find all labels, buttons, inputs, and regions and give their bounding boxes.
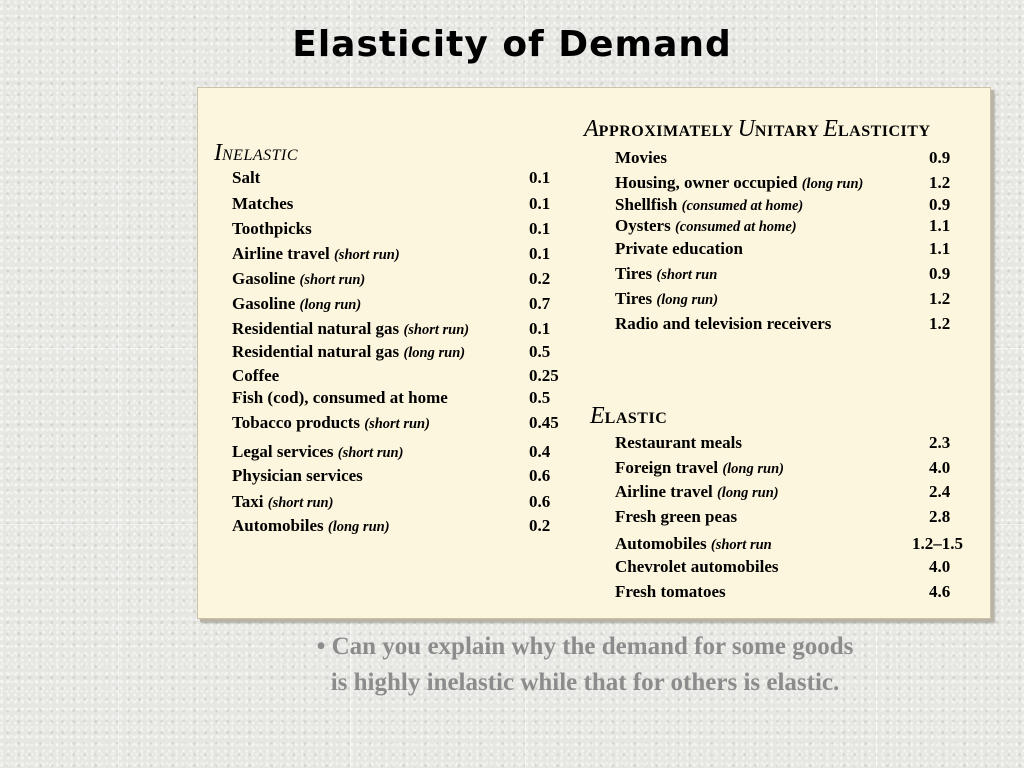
inelastic-item — [232, 294, 361, 314]
item-name: Fresh green peas — [615, 507, 738, 526]
item-value: 0.1 — [529, 244, 551, 263]
inelastic-item — [232, 168, 260, 188]
item-value: 1.2 — [929, 289, 951, 308]
elastic-item — [615, 582, 726, 602]
unitary-item — [615, 148, 667, 168]
item-value: 4.0 — [929, 557, 951, 576]
inelastic-heading-initial: I — [214, 140, 222, 166]
item-name: Tobacco products — [232, 413, 360, 432]
item-value: 0.9 — [929, 264, 951, 283]
inelastic-item — [232, 466, 363, 486]
item-note: (long run) — [327, 519, 390, 535]
item-note: (long run) — [403, 345, 466, 361]
item-value: 1.2 — [929, 314, 951, 333]
question-line-2: is highly inelastic while that for others is elastic. — [330, 669, 840, 696]
unitary-heading-u-rest: NITARY — [754, 123, 820, 140]
inelastic-item — [232, 194, 293, 214]
inelastic-heading-rest: NELASTIC — [222, 147, 299, 164]
item-value: 0.25 — [529, 366, 559, 385]
item-name: Restaurant meals — [615, 433, 743, 452]
item-name: Salt — [232, 168, 261, 187]
inelastic-heading — [214, 140, 298, 167]
item-note: (short run) — [337, 445, 404, 461]
item-note: (short run) — [333, 247, 400, 263]
item-name: Matches — [232, 194, 294, 213]
item-name: Residential natural gas — [232, 319, 400, 338]
unitary-heading — [584, 116, 931, 143]
elastic-item — [615, 433, 742, 453]
elastic-item — [615, 534, 772, 554]
item-name: Radio and television receivers — [615, 314, 832, 333]
item-value: 4.6 — [929, 582, 951, 601]
item-name: Coffee — [232, 366, 280, 385]
item-note: (short run) — [364, 416, 430, 432]
unitary-heading-a-rest: PPROXIMATELY — [598, 123, 734, 140]
unitary-item — [615, 289, 718, 309]
inelastic-item — [232, 319, 469, 339]
item-value: 0.1 — [529, 194, 551, 213]
elastic-item — [615, 458, 784, 478]
unitary-heading-u: U — [737, 116, 755, 142]
inelastic-item — [232, 342, 465, 362]
item-name: Housing, owner occupied — [615, 173, 798, 192]
item-value: 2.8 — [929, 507, 951, 526]
unitary-item — [615, 239, 743, 259]
item-name: Fish (cod), consumed at home — [232, 388, 448, 407]
item-name: Movies — [615, 148, 667, 167]
item-note: (consumed at home) — [674, 219, 797, 235]
item-name: Tires — [615, 264, 653, 283]
item-note: (long run) — [722, 461, 784, 477]
item-name: Physician services — [232, 466, 363, 485]
item-name: Oysters — [615, 216, 671, 235]
item-name: Taxi — [232, 492, 264, 511]
item-value: 1.2 — [929, 173, 951, 192]
unitary-item — [615, 264, 717, 284]
item-value: 0.9 — [929, 148, 951, 167]
item-note: (long run) — [299, 297, 362, 313]
item-name: Fresh tomatoes — [615, 582, 726, 601]
item-name: Private education — [615, 239, 743, 258]
inelastic-item — [232, 413, 430, 433]
item-value: 0.1 — [529, 219, 551, 238]
item-note: (long run) — [801, 176, 864, 192]
item-value: 1.2–1.5 — [912, 534, 963, 553]
item-value: 0.6 — [529, 492, 551, 511]
item-value: 0.5 — [529, 388, 551, 407]
elastic-heading-rest: LASTIC — [604, 410, 668, 427]
item-name: Gasoline — [232, 294, 296, 313]
elastic-heading-initial: E — [590, 403, 605, 429]
inelastic-item — [232, 219, 312, 239]
question-line-1: • Can you explain why the demand for some goods — [316, 633, 854, 660]
item-value: 0.5 — [529, 342, 551, 361]
unitary-heading-e-rest: LASTICITY — [837, 123, 931, 140]
item-name: Automobiles — [615, 534, 707, 553]
item-name: Toothpicks — [232, 219, 312, 238]
item-value: 2.3 — [929, 433, 951, 452]
inelastic-item — [232, 366, 279, 386]
item-value: 2.4 — [929, 482, 951, 501]
item-note: (short run) — [403, 322, 470, 338]
elastic-heading — [590, 403, 667, 430]
elastic-item — [615, 482, 779, 502]
elastic-item — [615, 557, 779, 577]
item-value: 0.2 — [529, 269, 551, 288]
inelastic-item — [232, 442, 403, 462]
slide-title: Elasticity of Demand — [292, 24, 732, 65]
item-value: 0.7 — [529, 294, 551, 313]
item-name: Airline travel — [615, 482, 713, 501]
unitary-heading-a: A — [584, 116, 599, 142]
item-name: Foreign travel — [615, 458, 719, 477]
unitary-item — [615, 314, 831, 334]
item-name: Automobiles — [232, 516, 324, 535]
item-name: Chevrolet automobiles — [615, 557, 779, 576]
item-value: 1.1 — [929, 239, 951, 258]
item-name: Shellfish — [615, 195, 678, 214]
item-value: 0.9 — [929, 195, 951, 214]
item-value: 0.6 — [529, 466, 551, 485]
item-value: 4.0 — [929, 458, 951, 477]
item-value: 0.1 — [529, 319, 551, 338]
item-value: 0.1 — [529, 168, 551, 187]
inelastic-item — [232, 492, 333, 512]
item-value: 0.4 — [529, 442, 551, 461]
item-note: (short run — [710, 537, 772, 553]
unitary-item — [615, 173, 863, 193]
inelastic-item — [232, 388, 448, 408]
item-value: 0.2 — [529, 516, 551, 535]
inelastic-item — [232, 244, 400, 264]
inelastic-item — [232, 516, 390, 536]
item-name: Legal services — [232, 442, 334, 461]
item-name: Airline travel — [232, 244, 330, 263]
elastic-item — [615, 507, 737, 527]
item-note: (long run) — [656, 292, 719, 308]
item-name: Residential natural gas — [232, 342, 400, 361]
unitary-item — [615, 195, 803, 215]
elasticity-table-panel — [197, 87, 991, 619]
unitary-heading-e: E — [823, 116, 838, 142]
item-note: (short run) — [267, 495, 334, 511]
item-name: Gasoline — [232, 269, 296, 288]
item-note: (consumed at home) — [681, 198, 804, 214]
inelastic-item — [232, 269, 365, 289]
item-note: (short run — [656, 267, 718, 283]
item-note: (long run) — [716, 485, 779, 501]
item-value: 1.1 — [929, 216, 951, 235]
item-value: 0.45 — [529, 413, 559, 432]
item-name: Tires — [615, 289, 653, 308]
item-note: (short run) — [299, 272, 366, 288]
unitary-item — [615, 216, 797, 236]
